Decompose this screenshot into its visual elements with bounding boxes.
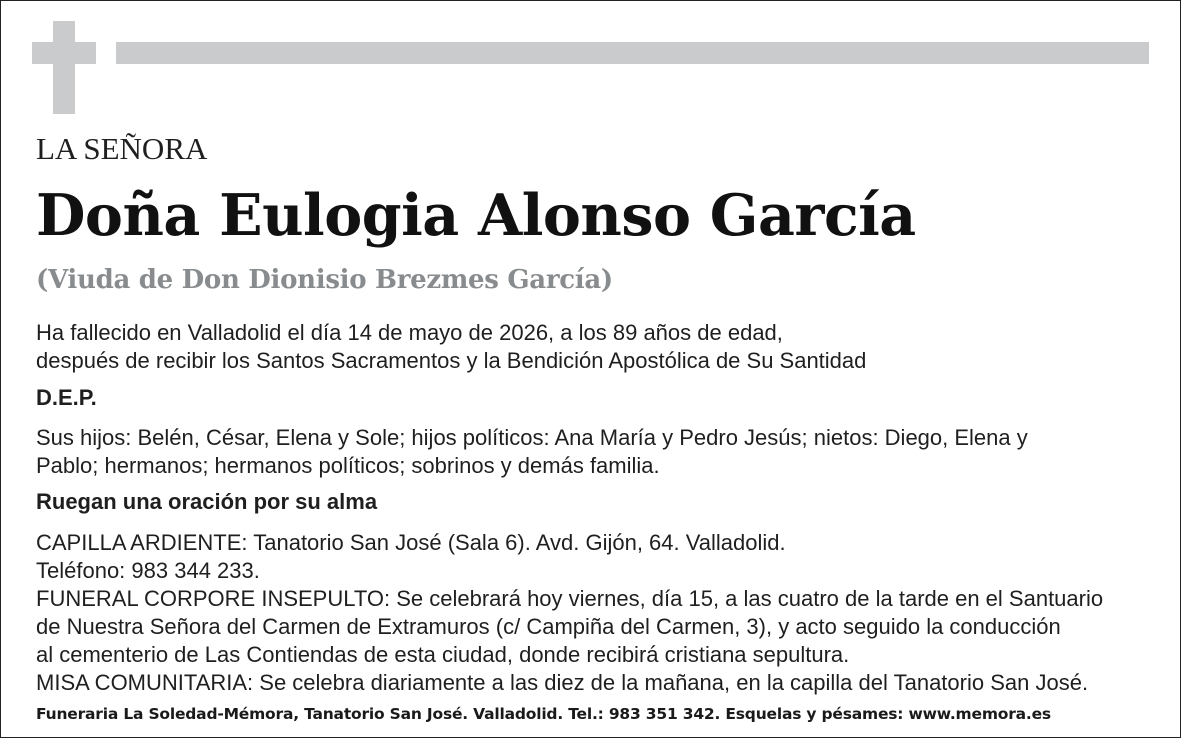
family-line: Sus hijos: Belén, César, Elena y Sole; hijos políticos: Ana María y Pedro Jesús; nietos: Diego, Elena y [36,425,1028,450]
death-line: después de recibir los Santos Sacramentos y la Bendición Apostólica de Su Santidad [36,348,867,373]
rip-label: D.E.P. [36,385,97,410]
service-details [36,529,1103,697]
service-line: de Nuestra Señora del Carmen de Extramuros (c/ Campiña del Carmen, 3), y acto seguido la conducción [36,614,1061,639]
family-list [36,424,1028,480]
service-line: al cementerio de Las Contiendas de esta ciudad, donde recibirá cristiana sepultura. [36,642,850,667]
cross-icon [53,21,75,114]
family-line: Pablo; hermanos; hermanos políticos; sobrinos y demás familia. [36,453,660,478]
deceased-name: Doña Eulogia Alonso García [36,182,916,249]
service-line: MISA COMUNITARIA: Se celebra diariamente a las diez de la mañana, en la capilla del Tanatorio San José. [36,670,1089,695]
cross-icon-arm [32,42,96,64]
header-rule [116,42,1149,64]
service-line: FUNERAL CORPORE INSEPULTO: Se celebrará hoy viernes, día 15, a las cuatro de la tarde en el Santuario [36,586,1104,611]
death-line: Ha fallecido en Valladolid el día 14 de mayo de 2026, a los 89 años de edad, [36,320,783,345]
service-line: Teléfono: 983 344 233. [36,558,260,583]
widow-of: (Viuda de Don Dionisio Brezmes García) [36,265,613,295]
honorific: LA SEÑORA [36,131,208,166]
funeral-home-footer: Funeraria La Soledad-Mémora, Tanatorio San José. Valladolid. Tel.: 983 351 342. Esquelas y pésames: www.memora.es [36,705,1051,723]
death-announcement [36,319,866,375]
service-line: CAPILLA ARDIENTE: Tanatorio San José (Sala 6). Avd. Gijón, 64. Valladolid. [36,530,786,555]
prayer-request: Ruegan una oración por su alma [36,489,378,514]
